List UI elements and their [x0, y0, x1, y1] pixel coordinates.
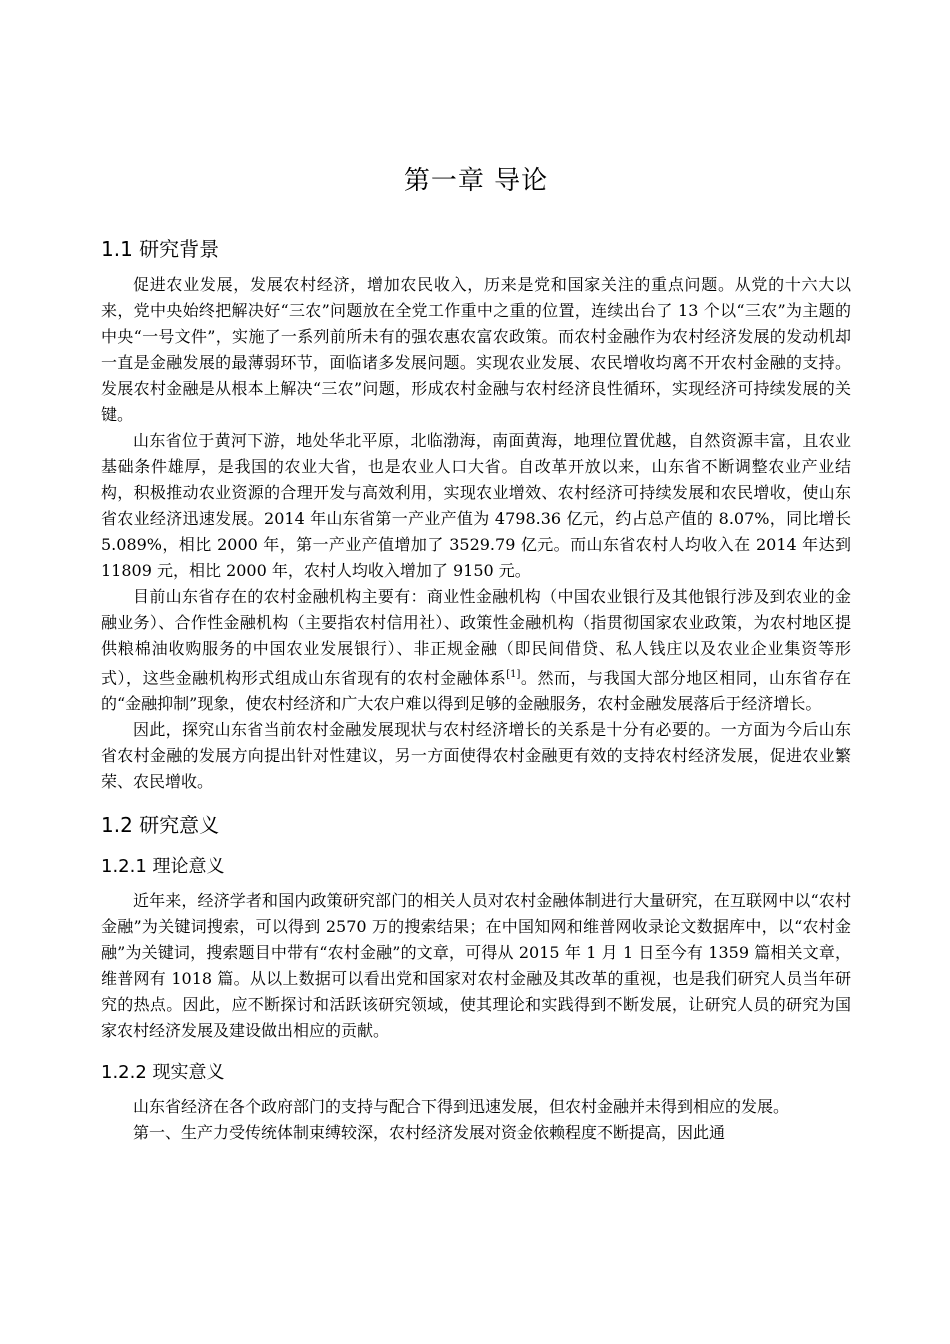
paragraph: 促进农业发展，发展农村经济，增加农民收入，历来是党和国家关注的重点问题。从党的十六大以来，党中央始终把解决好“三农”问题放在全党工作重中之重的位置，连续出台了 13 个以“三农”为主题的中央“一号文件”，实施了一系列前所未有的强农惠农富农政策。而农村金融作为农村经济发展的发动机却一直是金融发展的最薄弱环节，面临诸多发展问题。实现农业发展、农民增收均离不开农村金融的支持。发展农村金融是从根本上解决“三农”问题，形成农村金融与农村经济良性循环，实现经济可持续发展的关键。 — [101, 275, 851, 424]
chapter-title: 第一章 导论 — [403, 166, 549, 196]
document-page — [101, 150, 851, 1160]
paragraph — [101, 584, 851, 717]
paragraph: 山东省经济在各个政府部门的支持与配合下得到迅速发展，但农村金融并未得到相应的发展。 — [133, 1097, 790, 1117]
citation-reference[interactable]: [1] — [506, 669, 521, 680]
section-1-2 — [101, 809, 851, 1146]
paragraph: 近年来，经济学者和国内政策研究部门的相关人员对农村金融体制进行大量研究，在互联网中以“农村金融”为关键词搜索，可以得到 2570 万的搜索结果；在中国知网和维普网收录论文数据库中，以“农村金融”为关键词，搜索题目中带有“农村金融”的文章，可得从 2015 年 1 月 1 日至今有 1359 篇相关文章，维普网有 1018 篇。从以上数据可以看出党和国家对农村金融及其改革的重视，也是我们研究人员当年研究的热点。因此，应不断探讨和活跃该研究领域，使其理论和实践得到不断发展，让研究人员的研究为国家农村经济发展及建设做出相应的贡献。 — [101, 891, 851, 1041]
paragraph-text: 目前山东省存在的农村金融机构主要有：商业性金融机构（中国农业银行及其他银行涉及到农业的金融业务）、合作性金融机构（主要指农村信用社）、政策性金融机构（指贯彻国家农业政策，为农村地区提供粮棉油收购服务的中国农业发展银行）、非正规金融（即民间借贷、私人钱庄以及农业企业集资等形式），这些金融机构形式组成山东省现有的农村金融体系 — [101, 587, 851, 688]
section-heading-1-1: 1.1 研究背景 — [101, 237, 220, 261]
subsection-heading-1-2-2: 1.2.2 现实意义 — [101, 1062, 225, 1084]
paragraph-text: 。然而，与我国大部分地区相同，山东省存在的“金融抑制”现象，使农村经济和广大农户难以得到足够的金融服务，农村金融发展落后于经济增长。 — [101, 668, 851, 714]
paragraph: 因此，探究山东省当前农村金融发展现状与农村经济增长的关系是十分有必要的。一方面为今后山东省农村金融的发展方向提出针对性建议，另一方面使得农村金融更有效的支持农村经济发展，促进农业繁荣、农民增收。 — [101, 720, 851, 792]
subsection-heading-1-2-1: 1.2.1 理论意义 — [101, 856, 225, 878]
paragraph: 山东省位于黄河下游，地处华北平原，北临渤海，南面黄海，地理位置优越，自然资源丰富，且农业基础条件雄厚，是我国的农业大省，也是农业人口大省。自改革开放以来，山东省不断调整农业产业结构，积极推动农业资源的合理开发与高效利用，实现农业增效、农村经济可持续发展和农民增收，使山东省农业经济迅速发展。2014 年山东省第一产业产值为 4798.36 亿元，约占总产值的 8.07%，同比增长 5.089%，相比 2000 年，第一产业产值增加了 3529.79 亿元。而山东省农村人均收入在 2014 年达到 11809 元，相比 2000 年，农村人均收入增加了 9150 元。 — [101, 431, 851, 580]
section-1-1 — [101, 233, 851, 795]
section-heading-1-2: 1.2 研究意义 — [101, 813, 220, 838]
paragraph: 第一、生产力受传统体制束缚较深，农村经济发展对资金依赖程度不断提高，因此通 — [133, 1123, 726, 1143]
